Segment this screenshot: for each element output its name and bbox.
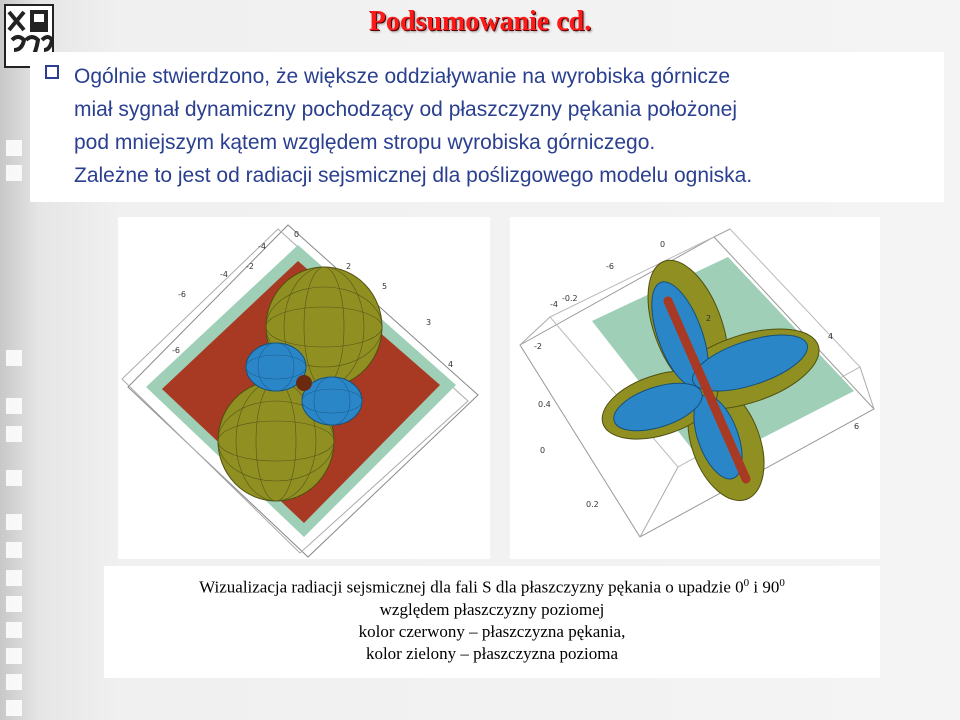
radiation-pattern-90deg-plot	[510, 217, 880, 559]
axis-label: -4	[550, 300, 558, 309]
figure-radiation-90deg	[510, 217, 880, 559]
axis-label: 0.2	[586, 500, 599, 509]
axis-label: 0.4	[538, 400, 551, 409]
paragraph-line: Ogólnie stwierdzono, że większe oddziaływanie na wyrobiska górnicze	[74, 65, 730, 88]
checkbox-bullet-icon	[44, 64, 60, 80]
axis-label: -6	[606, 262, 614, 271]
figure-caption	[104, 566, 880, 678]
figure-radiation-0deg	[118, 217, 490, 559]
radiation-pattern-0deg-plot	[118, 217, 490, 559]
caption-line-3: kolor czerwony – płaszczyzna pękania,	[358, 621, 626, 641]
caption-line-4: kolor zielony – płaszczyzna pozioma	[365, 643, 619, 663]
axis-label: 0	[540, 446, 546, 455]
paragraph-line: pod mniejszym kątem względem stropu wyrobiska górniczego.	[74, 131, 656, 154]
caption-superscript: 0	[743, 577, 750, 589]
axis-label: -6	[172, 346, 180, 355]
summary-paragraph	[74, 60, 948, 192]
paragraph-line: miał sygnał dynamiczny pochodzący od płaszczyzny pękania położonej	[74, 98, 738, 121]
axis-label: 0	[660, 240, 666, 249]
caption-text: Wizualizacja radiacji sejsmicznej dla fali S dla płaszczyzny pękania o upadzie 0	[199, 577, 744, 597]
caption-line-1	[104, 572, 880, 599]
axis-label: 4	[448, 360, 454, 369]
axis-label: -4	[220, 270, 228, 279]
caption-text: i 90	[749, 577, 780, 597]
axis-label: 0	[294, 230, 300, 239]
axis-label: 4	[828, 332, 834, 341]
axis-label: 2	[706, 314, 712, 323]
axis-label: -0.2	[562, 294, 578, 303]
axis-label: -2	[534, 342, 542, 351]
paragraph-line: Zależne to jest od radiacji sejsmicznej dla poślizgowego modelu ogniska.	[74, 164, 753, 187]
caption-superscript: 0	[779, 577, 785, 589]
caption-line-2: względem płaszczyzny poziomej	[379, 599, 605, 619]
slide-title: Podsumowanie cd.	[368, 6, 592, 37]
axis-label: -2	[246, 262, 254, 271]
axis-label: 3	[426, 318, 432, 327]
axis-label: -4	[258, 242, 266, 251]
axis-label: -6	[178, 290, 186, 299]
axis-label: 2	[346, 262, 352, 271]
axis-label: 5	[382, 282, 388, 291]
axis-label: 6	[854, 422, 860, 431]
